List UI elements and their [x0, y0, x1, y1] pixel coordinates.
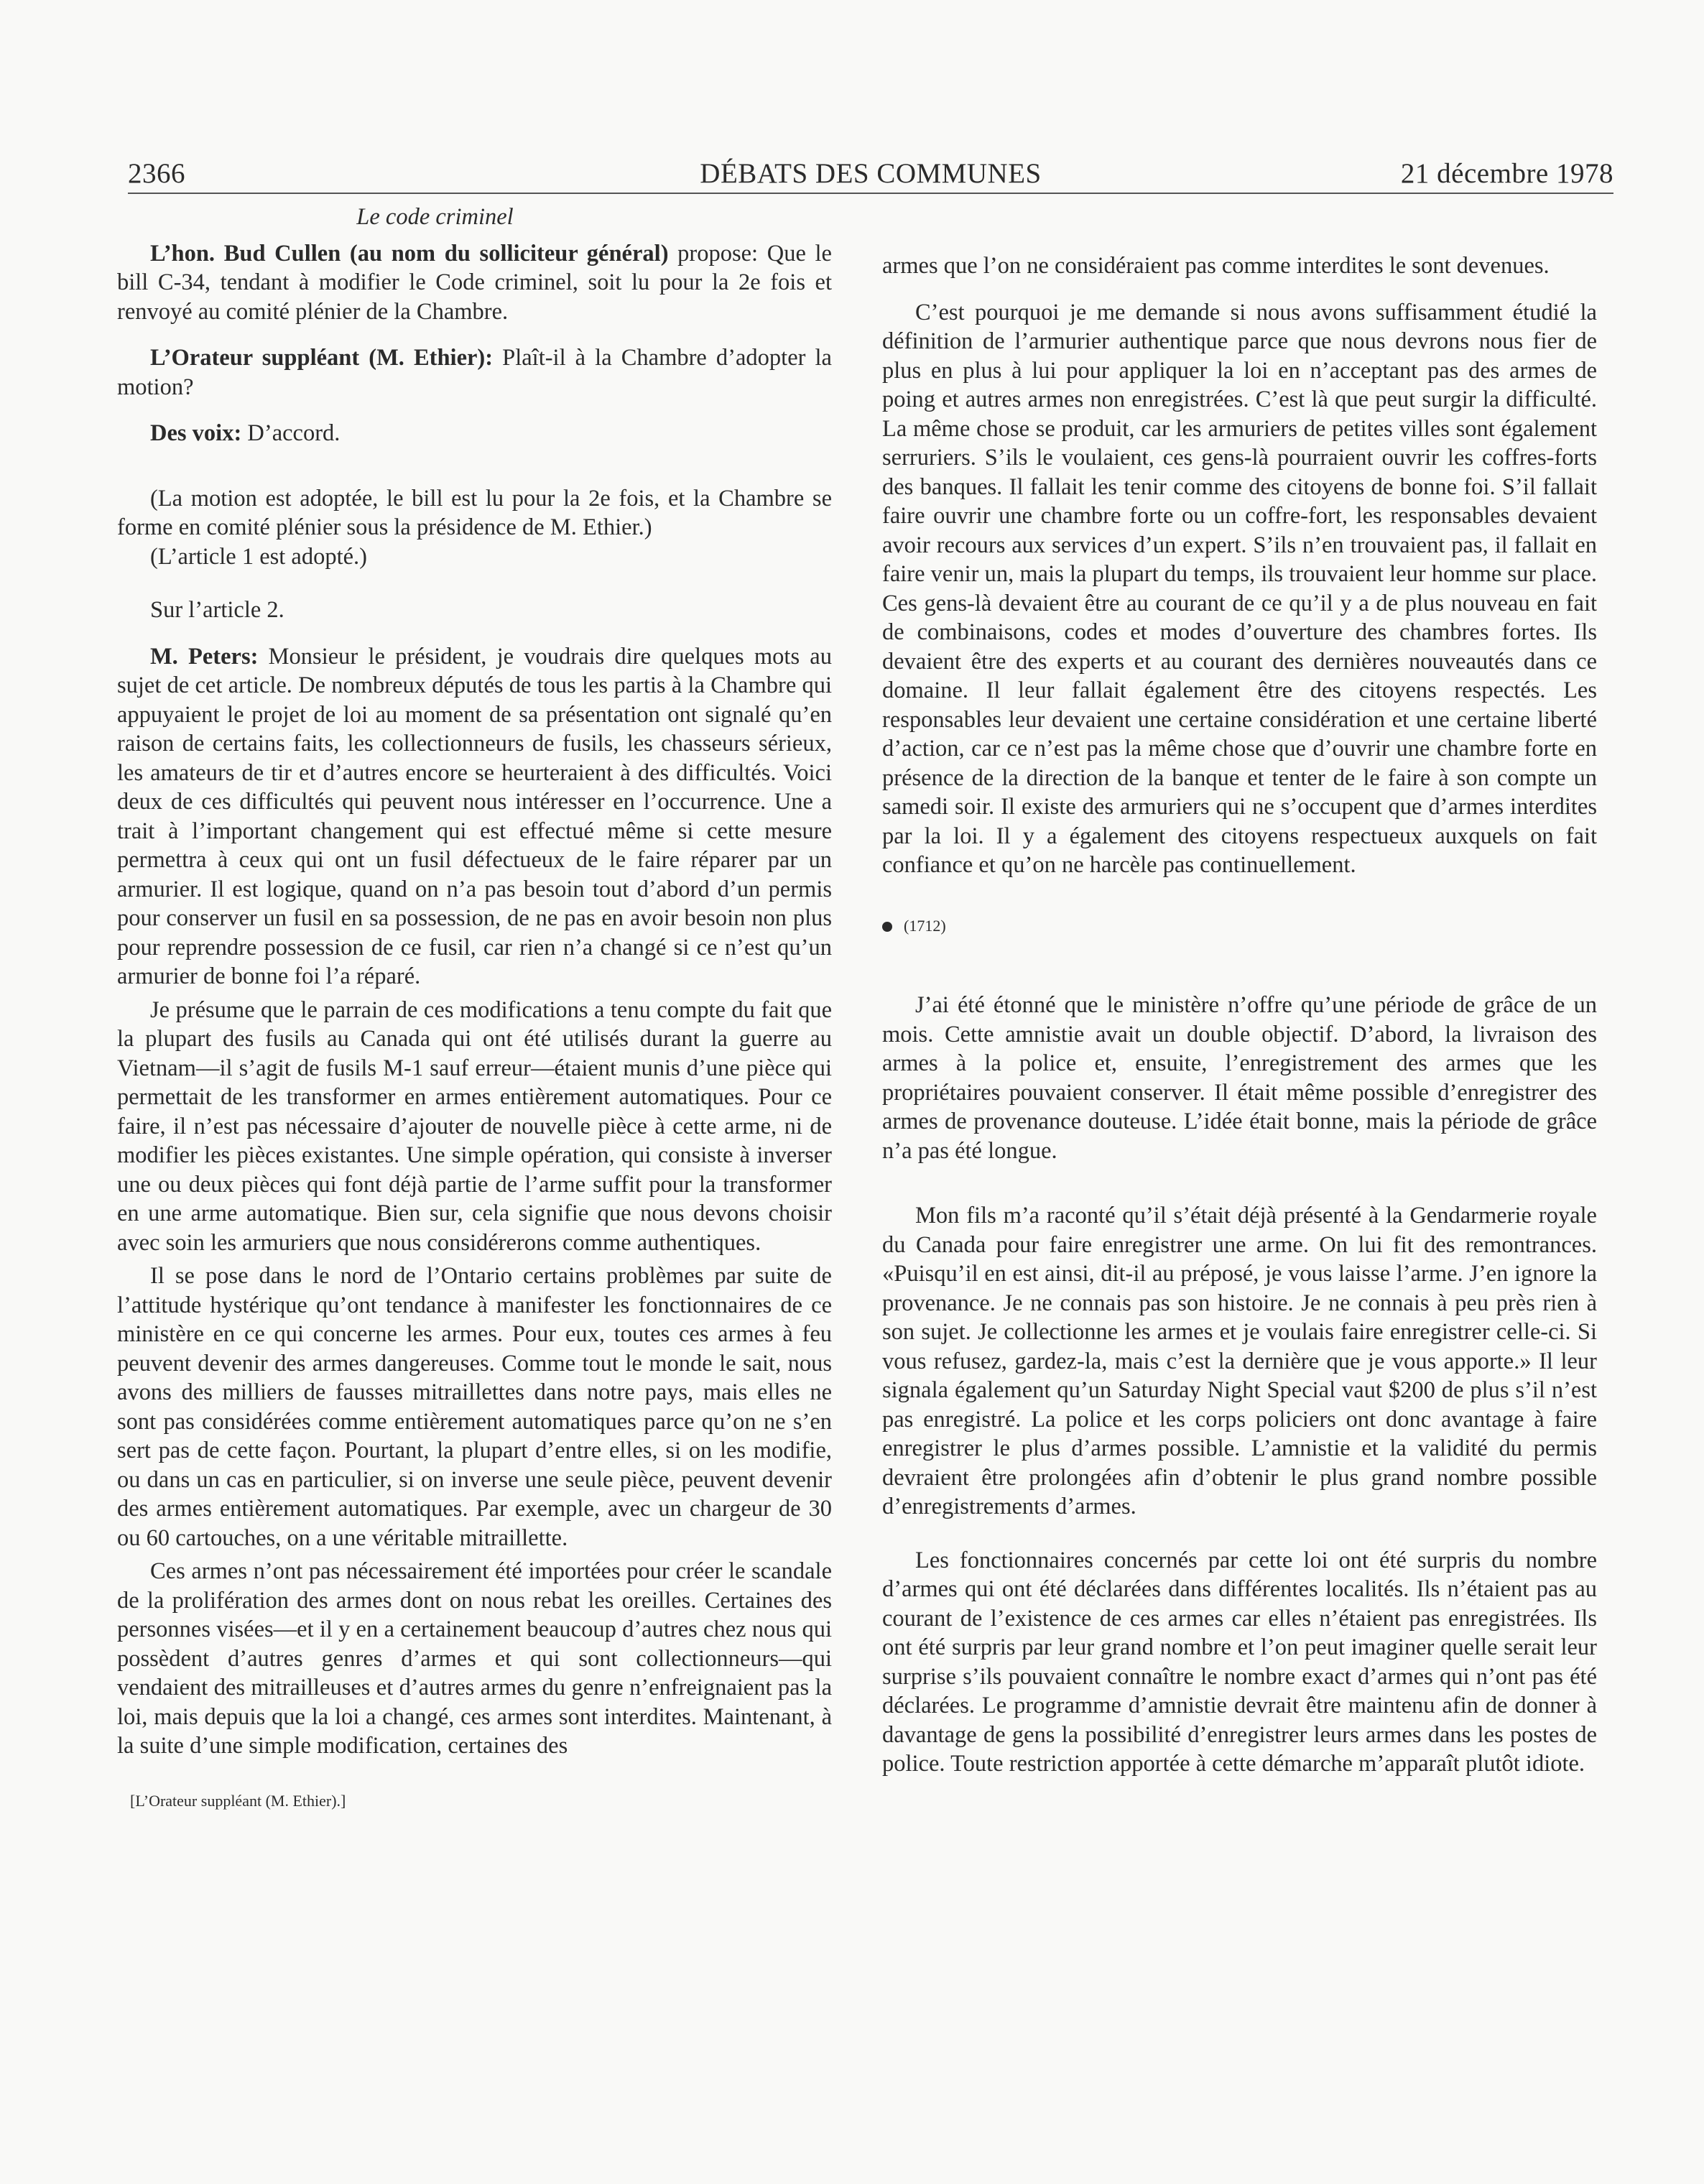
paragraph: J’ai été étonné que le ministère n’offre qu’une période de grâce de un mois. Cette amnistie avait un double objectif. D’abord, la livraison des armes à la police et, ensuite, l’enregistrement des armes que les propriétaires pouvaient conserver. Il était même possible d’enregistrer des armes de provenance douteuse. L’idée était bonne, mais la période de grâce n’a pas été longue. [882, 992, 1597, 1164]
paragraph: armes que l’on ne considéraient pas comme interdites le sont devenues. [882, 253, 1550, 279]
speaker: L’hon. Bud Cullen (au nom du solliciteur général) [150, 240, 669, 267]
paragraph [117, 239, 832, 327]
procedural-note: (La motion est adoptée, le bill est lu pour la 2e fois, et la Chambre se forme en comité plénier sous la présidence de M. Ethier.) [117, 485, 832, 540]
paragraph: Mon fils m’a raconté qu’il s’était déjà présenté à la Gendarmerie royale du Canada pour faire enregistrer une arme. On lui fit des remontrances. «Puisqu’il en est ainsi, dit-il au préposé, je vous laisse l’arme. J’en ignore la provenance. Je ne connais pas son histoire. Je ne connais à peu près rien à son sujet. Je collectionne les armes et je voulais faire enregistrer celle-ci. Si vous refusez, gardez-la, mais c’est la dernière que je vous apporte.» Il leur signala également qu’un Saturday Night Special vaut $200 de plus s’il n’est pas enregistré. La police et les corps policiers ont donc avantage à faire enregistrer le plus d’armes possible. L’amnistie et la validité du permis devraient être prolongées afin d’obtenir le plus grand nombre possible d’enregistrements d’armes. [882, 1203, 1597, 1519]
procedural-note: Sur l’article 2. [150, 597, 284, 623]
speech-text: D’accord. [241, 420, 341, 446]
paragraph [117, 343, 832, 402]
paragraph: Ces armes n’ont pas nécessairement été importées pour créer le scandale de la prolifération des armes dont on nous rebat les oreilles. Certaines des personnes visées—et il y en a certainement beaucoup d’autres chez nous qui possèdent d’autres genres d’armes et qui sont collectionneurs—qui vendaient des mitrailleuses et d’autres armes du genre n’enfreignaient pas la loi, mais depuis que la loi a changé, ces armes sont interdites. Maintenant, à la suite d’une simple modification, certaines des [117, 1558, 832, 1759]
paragraph [117, 419, 832, 448]
time-marker [882, 912, 1597, 941]
publication-title: DÉBATS DES COMMUNES [700, 158, 1042, 189]
speech-text: Monsieur le président, je voudrais dire quelques mots au sujet de cet article. De nombreux députés de tous les partis à la Chambre qui appuyaient le projet de loi au moment de sa présentation ont signalé qu’en raison de certains faits, les collectionneurs de fusils, les chasseurs sérieux, les amateurs de tir et d’autres encore se heurteraient à des difficultés. Voici deux de ces difficultés qui peuvent nous intéresser en l’occurrence. Une a trait à l’important changement qui est effectué même si cette mesure permettra à ceux qui ont un fusil défectueux de le faire réparer par un armurier. Il est logique, quand on n’a pas besoin tout d’abord d’un permis pour conserver un fusil en sa possession, de ne pas en avoir besoin non plus pour reprendre possession de ce fusil, car rien n’a changé si ce n’est qu’un armurier de bonne foi l’a réparé. [117, 643, 832, 989]
section-title: Le code criminel [356, 204, 514, 230]
page-date: 21 décembre 1978 [1400, 158, 1613, 189]
speech-text: Plaît-il à la Chambre d’adopter la motion? [117, 345, 832, 400]
time-marker-text: (1712) [904, 916, 946, 935]
speaker: Des voix: [150, 420, 242, 446]
footer-note: [L’Orateur suppléant (M. Ethier).] [130, 1791, 346, 1810]
bullet-icon [882, 922, 892, 932]
paragraph: Je présume que le parrain de ces modifications a tenu compte du fait que la plupart des fusils au Canada qui ont été utilisés durant la guerre au Vietnam—il s’agit de fusils M-1 sauf erreur—étaient munis d’une pièce qui permettait de les transformer en armes entièrement automatiques. Pour ce faire, il n’est pas nécessaire d’ajouter de nouvelle pièce à cette arme, ni de modifier les pièces existantes. Une simple opération, qui consiste à inverser une ou deux pièces qui font déjà partie de l’arme suffit pour la transformer en une arme automatique. Bien sur, cela signifie que nous devons choisir avec soin les armuriers que nous considérerons comme authentiques. [117, 996, 832, 1256]
paragraph: C’est pourquoi je me demande si nous avons suffisamment étudié la définition de l’armurier authentique parce que nous devrons nous fier de plus en plus à lui pour appliquer la loi en n’acceptant pas des armes de poing et autres armes non enregistrées. C’est là que peut surgir la difficulté. La même chose se produit, car les armuriers de petites villes sont également serruriers. S’ils le voulaient, ces gens-là pourraient ouvrir les coffres-forts des banques. Il fallait les tenir comme des citoyens de bonne foi. S’il fallait faire ouvrir une chambre forte ou un coffre-fort, les responsables devaient avoir recours aux services d’un expert. S’ils n’en trouvaient pas, il fallait en faire venir un, mais la plupart du temps, ils trouvaient leur homme sur place. Ces gens-là devaient être au courant de ce qu’il y a de plus nouveau en fait de combinaisons, codes et modes d’ouverture des chambres fortes. Ils devaient être des experts et au courant des dernières nouveautés dans ce domaine. Il leur fallait également être des citoyens respectés. Les responsables leur devaient une certaine considération et une certaine liberté d’action, car ce n’est pas la même chose que d’ouvrir une chambre forte en présence de la direction de la banque et tenter de le faire à son compte un samedi soir. Il existe des armuriers qui ne s’occupent que d’armes interdites par la loi. Il y a également des citoyens respectueux auxquels on fait confiance et qu’on ne harcèle pas continuellement. [882, 299, 1597, 878]
page-header [128, 152, 1613, 194]
paragraph: Il se pose dans le nord de l’Ontario certains problèmes par suite de l’attitude hystérique qu’ont tendance à manifester les fonctionnaires de ce ministère en ce qui concerne les armes. Pour eux, toutes ces armes à feu peuvent devenir des armes dangereuses. Comme tout le monde le sait, nous avons des milliers de fausses mitraillettes dans notre pays, mais elles ne sont pas considérées comme entièrement automatiques parce qu’on ne s’en sert pas de cette façon. Pourtant, la plupart d’entre elles, si on les modifie, ou dans un cas en particulier, si on inverse une seule pièce, peuvent devenir des armes entièrement automatiques. Par exemple, avec un chargeur de 30 ou 60 cartouches, on a une véritable mitraillette. [117, 1263, 832, 1551]
speaker: M. Peters: [150, 643, 259, 670]
speaker: L’Orateur suppléant (M. Ethier): [150, 345, 494, 371]
paragraph [117, 642, 832, 991]
procedural-note: (L’article 1 est adopté.) [150, 543, 368, 570]
right-column [882, 251, 1597, 1779]
page-number: 2366 [128, 158, 185, 189]
left-column [117, 203, 832, 1815]
speech-text: propose: Que le bill C-34, tendant à modifier le Code criminel, soit lu pour la 2e fois et renvoyé au comité plénier de la Chambre. [117, 240, 832, 325]
paragraph: Les fonctionnaires concernés par cette loi ont été surpris du nombre d’armes qui ont été déclarées dans différentes localités. Ils n’étaient pas au courant de l’existence de ces armes car elles n’étaient pas enregistrées. Ils ont été surpris par leur grand nombre et l’on peut imaginer quelle serait leur surprise s’ils pouvaient connaître le nombre exact d’armes qui n’ont pas été déclarées. Le programme d’amnistie devrait être maintenu afin de donner à davantage de gens la possibilité d’enregistrer leurs armes dans les postes de police. Toute restriction apportée à cette démarche m’apparaît plutôt idiote. [882, 1547, 1597, 1777]
